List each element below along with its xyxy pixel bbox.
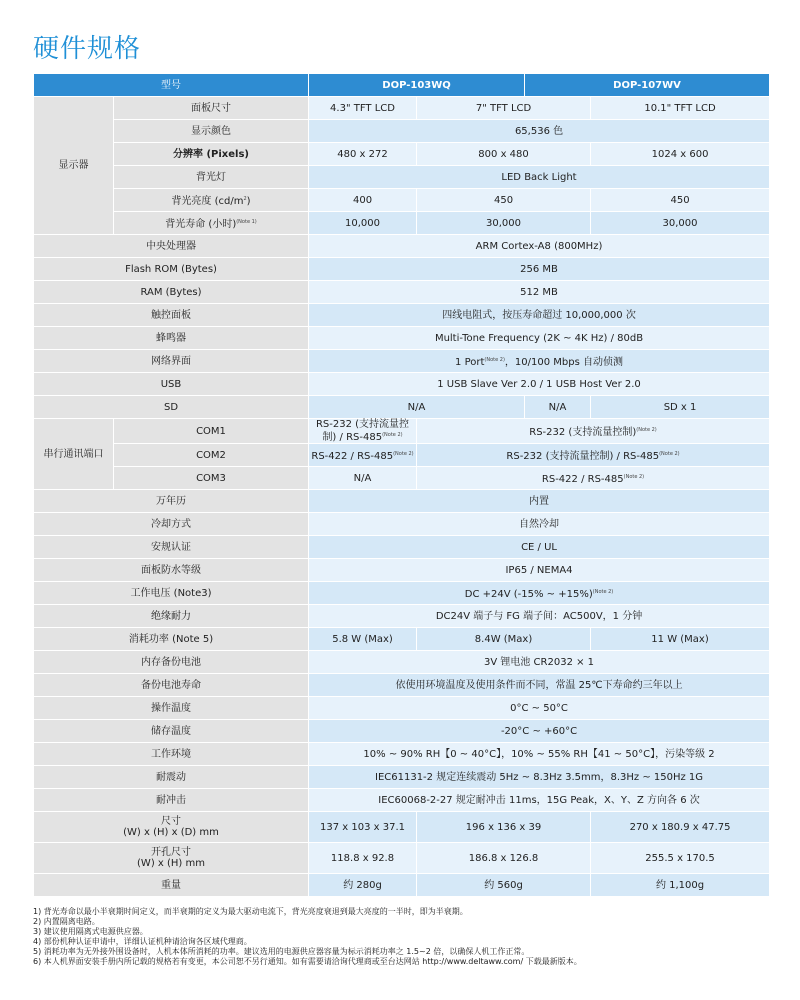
note-ref: (Note 2) [484,356,505,363]
cell: 11 W (Max) [591,628,770,651]
row-label: 触控面板 [34,304,309,327]
cell [417,419,770,444]
row-label: 显示颜色 [114,120,309,143]
cell: 内置 [309,490,770,513]
table-row [34,281,770,304]
cell-text: RS-232 (支持流量控制) [529,426,637,438]
footnote: 2) 内置隔离电路。 [33,917,100,926]
table-row [34,419,770,444]
cell-text: RS-422 / RS-485 [311,450,394,462]
row-label: 蜂鸣器 [34,327,309,350]
cell: 5.8 W (Max) [309,628,417,651]
cell: 65,536 色 [309,120,770,143]
table-row [34,766,770,789]
table-row [34,120,770,143]
row-label [114,189,309,212]
footnote: 6) 本人机界面安装手册内所记载的规格若有变更，本公司恕不另行通知。如有需要请洽询代理商或至台达网站 http://www.deltaww.com/ 下载最新版本。 [33,957,582,966]
note-ref: (Note 1) [236,218,257,225]
header-row [34,74,770,97]
footnote: 5) 消耗功率为无外接外围设备时，人机本体所消耗的功率。建议选用的电源供应器容量为标示消耗功率之 1.5~2 倍，以确保人机工作正常。 [33,947,530,956]
cell-text: ，10/100 Mbps 自动侦测 [504,356,623,368]
cell: IP65 / NEMA4 [309,559,770,582]
row-label: 分辨率 (Pixels) [114,143,309,166]
row-label: 储存温度 [34,720,309,743]
table-row [34,212,770,235]
cell: DC24V 端子与 FG 端子间：AC500V，1 分钟 [309,605,770,628]
cell: 7" TFT LCD [417,97,591,120]
table-row [34,874,770,897]
label-text: (W) x (H) x (D) mm [123,827,219,838]
label-text: (W) x (H) mm [137,858,205,869]
cell: 196 x 136 x 39 [417,812,591,843]
cell: 137 x 103 x 37.1 [309,812,417,843]
table-row [34,843,770,874]
table-row [34,350,770,373]
cell: 256 MB [309,258,770,281]
table-row [34,559,770,582]
table-row [34,373,770,396]
table-row [34,143,770,166]
cell: 450 [591,189,770,212]
spec-table [33,73,770,897]
cell: 0°C ~ 50°C [309,697,770,720]
table-row [34,743,770,766]
cell: ARM Cortex-A8 (800MHz) [309,235,770,258]
table-row [34,444,770,467]
row-label: 备份电池寿命 [34,674,309,697]
row-label [114,212,309,235]
table-row [34,304,770,327]
page-title: 硬件规格 [33,34,142,64]
row-label: 冷却方式 [34,513,309,536]
table-row [34,189,770,212]
cell: CE / UL [309,536,770,559]
note-ref: (Note 2) [623,473,645,480]
cell [309,419,417,444]
table-row [34,536,770,559]
cell: 10,000 [309,212,417,235]
label-text: 开孔尺寸 [151,847,191,858]
table-row [34,396,770,419]
cell: 450 [417,189,591,212]
footnote: 4) 部份机种认证申请中，详细认证机种请洽询各区域代理商。 [33,937,252,946]
cell: IEC60068-2-27 规定耐冲击 11ms，15G Peak，X、Y、Z 方向各 6 次 [309,789,770,812]
cell: 依使用环境温度及使用条件而不同，常温 25℃下寿命约三年以上 [309,674,770,697]
cell: -20°C ~ +60°C [309,720,770,743]
cell: SD x 1 [591,396,770,419]
cell: Multi-Tone Frequency (2K ~ 4K Hz) / 80dB [309,327,770,350]
cell: 30,000 [417,212,591,235]
superscript: 2 [243,195,247,202]
table-row [34,490,770,513]
row-label [34,812,309,843]
row-label: 网络界面 [34,350,309,373]
row-label: 工作电压 (Note3) [34,582,309,605]
cell: 3V 锂电池 CR2032 × 1 [309,651,770,674]
row-label: 绝缘耐力 [34,605,309,628]
table-row [34,97,770,120]
table-row [34,235,770,258]
table-row [34,166,770,189]
row-label: SD [34,396,309,419]
table-row [34,628,770,651]
row-label: 安规认证 [34,536,309,559]
table-row [34,582,770,605]
cell: 1 USB Slave Ver 2.0 / 1 USB Host Ver 2.0 [309,373,770,396]
cell: 10% ~ 90% RH【0 ~ 40°C】，10% ~ 55% RH【41 ~ 50°C】，污染等级 2 [309,743,770,766]
cell: LED Back Light [309,166,770,189]
row-label: COM1 [114,419,309,444]
cell [417,444,770,467]
cell: 约 1,100g [591,874,770,897]
serial-group-label: 串行通讯端口 [34,419,114,490]
model-2: DOP-107WV [525,74,770,97]
row-label: 重量 [34,874,309,897]
cell: 118.8 x 92.8 [309,843,417,874]
cell: 186.8 x 126.8 [417,843,591,874]
cell-text: RS-422 / RS-485 [541,473,624,485]
cell: 400 [309,189,417,212]
cell: 512 MB [309,281,770,304]
row-label: 内存备份电池 [34,651,309,674]
cell [309,444,417,467]
table-row [34,513,770,536]
table-row [34,674,770,697]
cell: 270 x 180.9 x 47.75 [591,812,770,843]
row-label: 耐冲击 [34,789,309,812]
cell: IEC61131-2 规定连续震动 5Hz ~ 8.3Hz 3.5mm，8.3Hz ~ 150Hz 1G [309,766,770,789]
cell: N/A [309,467,417,490]
table-row [34,720,770,743]
row-label: COM2 [114,444,309,467]
row-label: 消耗功率 (Note 5) [34,628,309,651]
row-label: 万年历 [34,490,309,513]
cell-text: RS-232 (支持流量控制) / RS-485 [315,419,410,443]
note-ref: (Note 2) [592,588,614,595]
table-row [34,467,770,490]
cell: 约 280g [309,874,417,897]
table-row [34,789,770,812]
cell: 480 x 272 [309,143,417,166]
model-label: 型号 [34,74,309,97]
row-label: Flash ROM (Bytes) [34,258,309,281]
cell: 800 x 480 [417,143,591,166]
table-row [34,697,770,720]
row-label: 面板防水等级 [34,559,309,582]
row-label: 操作温度 [34,697,309,720]
note-ref: (Note 2) [382,432,403,438]
cell: 约 560g [417,874,591,897]
note-ref: (Note 2) [393,450,414,457]
cell: 4.3" TFT LCD [309,97,417,120]
table-row [34,651,770,674]
label-text: ) [246,195,251,207]
cell: 8.4W (Max) [417,628,591,651]
footnote: 3) 建议使用隔离式电源供应器。 [33,927,148,936]
row-label [34,843,309,874]
note-ref: (Note 2) [636,426,657,433]
cell [309,350,770,373]
cell [417,467,770,490]
label-text: 背光寿命 (小时) [165,218,237,230]
cell: N/A [525,396,591,419]
label-text: 尺寸 [161,816,181,827]
row-label: 工作环境 [34,743,309,766]
cell: N/A [309,396,525,419]
note-ref: (Note 2) [659,450,680,457]
table-row [34,812,770,843]
cell: 10.1" TFT LCD [591,97,770,120]
display-group-label: 显示器 [34,97,114,235]
cell-text: RS-232 (支持流量控制) / RS-485 [506,450,660,462]
cell: 自然冷却 [309,513,770,536]
cell: 四线电阻式，按压寿命超过 10,000,000 次 [309,304,770,327]
footnotes [33,907,582,967]
label-text: 背光亮度 (cd/m [171,195,244,207]
row-label: 耐震动 [34,766,309,789]
row-label: USB [34,373,309,396]
footnote: 1) 背光寿命以最小半衰期时间定义，而半衰期的定义为最大驱动电流下，背光亮度衰退到最大亮度的一半时，即为半衰期。 [33,907,468,916]
row-label: 中央处理器 [34,235,309,258]
model-1: DOP-103WQ [309,74,525,97]
cell: 1024 x 600 [591,143,770,166]
table-row [34,605,770,628]
cell [309,582,770,605]
cell: 30,000 [591,212,770,235]
table-row [34,258,770,281]
row-label: 背光灯 [114,166,309,189]
table-row [34,327,770,350]
row-label: RAM (Bytes) [34,281,309,304]
cell-text: DC +24V (-15% ~ +15%) [464,588,593,600]
row-label: 面板尺寸 [114,97,309,120]
cell: 255.5 x 170.5 [591,843,770,874]
row-label: COM3 [114,467,309,490]
cell-text: 1 Port [455,356,485,368]
